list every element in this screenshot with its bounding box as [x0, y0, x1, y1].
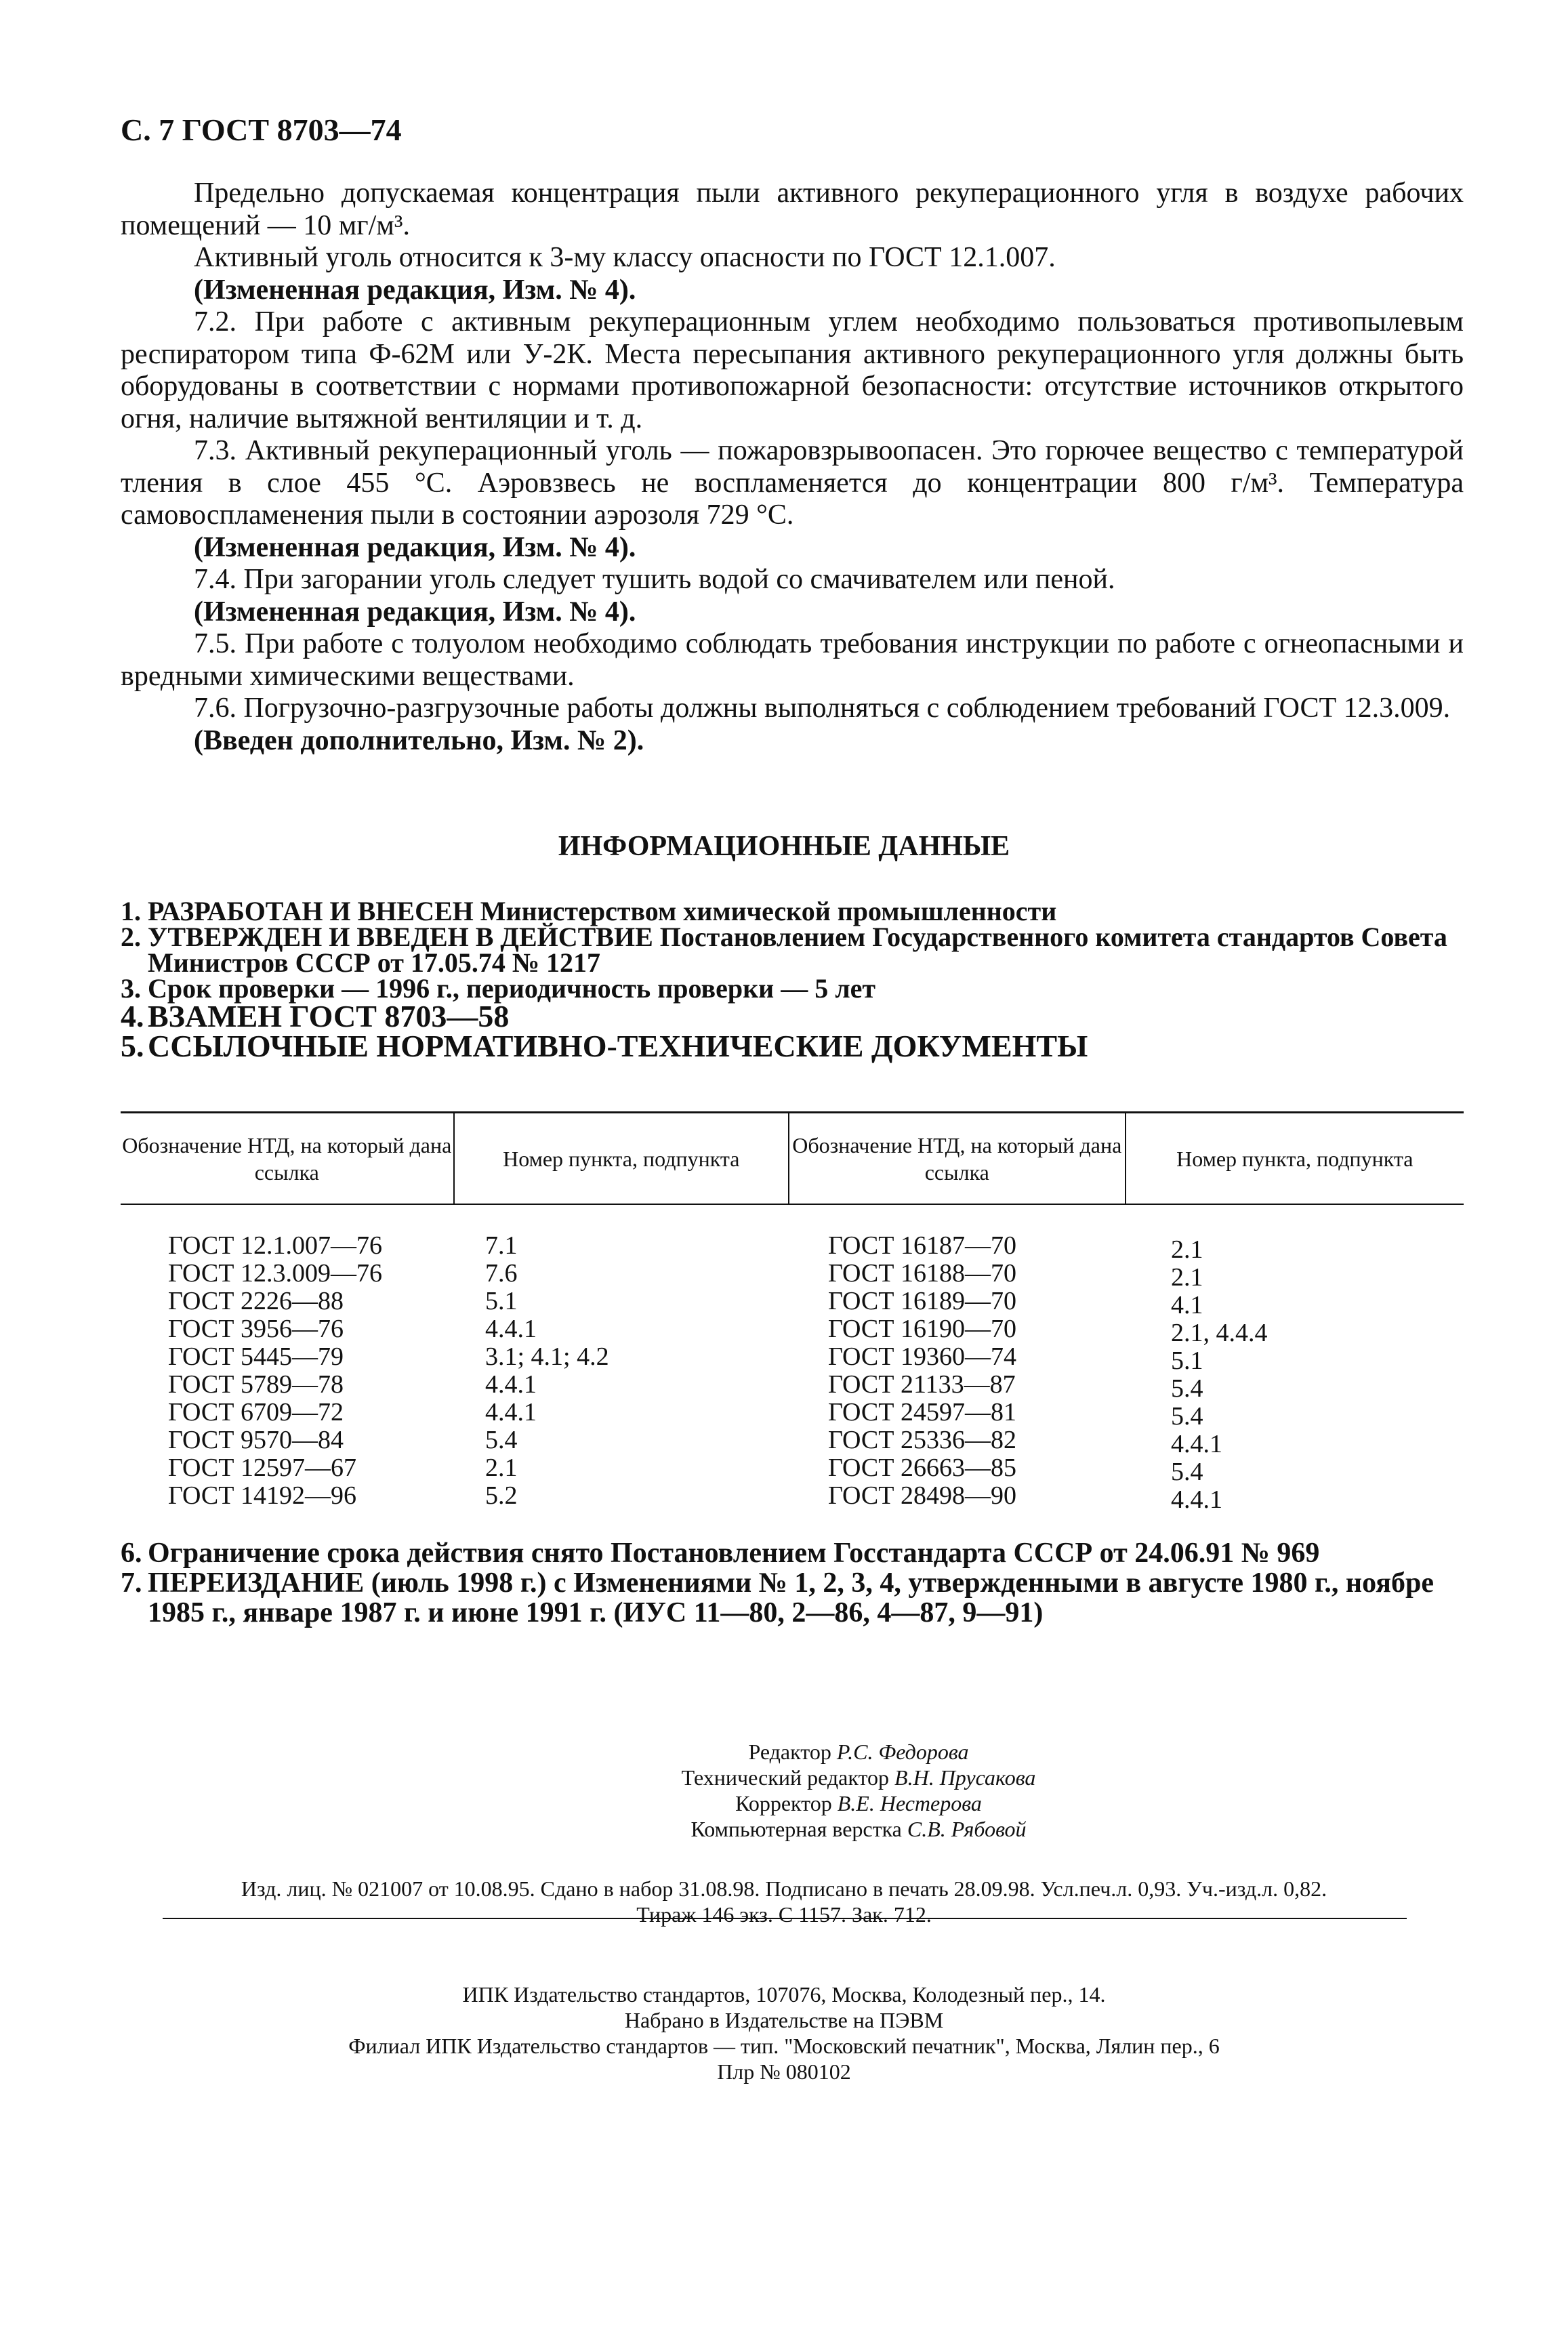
credit-editor: Редактор Р.С. Федорова	[748, 1740, 969, 1764]
info-item-1	[121, 896, 1483, 926]
table-cell: ГОСТ 2226—88	[168, 1287, 344, 1315]
table-cell: ГОСТ 12.1.007—76	[168, 1231, 382, 1260]
item-number: 6.	[121, 1538, 142, 1569]
info-item-6	[121, 1538, 1483, 1568]
table-cell: 4.4.1	[485, 1370, 537, 1399]
item-text: Ограничение срока действия снято Постановлением Госстандарта СССР от 24.06.91 № 969	[148, 1538, 1320, 1569]
table-cell: ГОСТ 3956—76	[168, 1315, 344, 1343]
typeset-line: Набрано в Издательстве на ПЭВМ	[624, 2008, 944, 2032]
table-cell: ГОСТ 28498—90	[828, 1481, 1016, 1510]
paragraph-7-5: 7.5. При работе с толуолом необходимо соблюдать требования инструкции по работе с огнеопасными и вредными химическими веществами.	[121, 628, 1464, 692]
table-cell: 5.1	[1171, 1347, 1203, 1375]
amendment-note: (Измененная редакция, Изм. № 4).	[194, 274, 636, 306]
amendment-note: (Введен дополнительно, Изм. № 2).	[194, 724, 644, 756]
table-cell: ГОСТ 26663—85	[828, 1454, 1016, 1482]
table-cell: 7.1	[485, 1231, 518, 1260]
info-list	[121, 896, 1483, 1063]
column-right-docs	[789, 1232, 1125, 1514]
paragraph-7-4: 7.4. При загорании уголь следует тушить водой со смачивателем или пеной.	[194, 564, 1115, 595]
info-list-continued	[121, 1538, 1483, 1628]
item-number: 4.	[121, 999, 144, 1033]
credit-layout: Компьютерная верстка С.В. Рябовой	[690, 1817, 1027, 1841]
table-cell: 2.1	[1171, 1263, 1203, 1292]
item-text: Министерством химической промышленности	[480, 896, 1057, 926]
credit-tech-editor: Технический редактор В.Н. Прусакова	[681, 1765, 1036, 1790]
info-item-3	[121, 973, 1483, 1004]
table-cell: 5.4	[1171, 1402, 1203, 1431]
table-cell: ГОСТ 16190—70	[828, 1315, 1016, 1343]
table-cell: 7.6	[485, 1259, 518, 1288]
table-cell: ГОСТ 21133—87	[828, 1370, 1016, 1399]
column-header: Обозначение НТД, на который дана ссылка	[121, 1113, 455, 1204]
table-cell: 4.4.1	[1171, 1485, 1222, 1514]
amendment-note: (Измененная редакция, Изм. № 4).	[194, 596, 636, 628]
column-left-items	[454, 1232, 789, 1514]
table-cell: 4.4.1	[485, 1398, 537, 1426]
item-text: Постановлением Государственного комитета стандартов Совета Министров СССР от 17.05.74 № 1217	[148, 922, 1447, 978]
credit-corrector: Корректор В.Е. Нестерова	[735, 1791, 982, 1815]
table-body	[121, 1232, 1464, 1514]
column-header: Номер пункта, подпункта	[455, 1113, 790, 1204]
table-cell: 4.4.1	[485, 1315, 537, 1343]
table-cell: 2.1, 4.4.4	[1171, 1319, 1268, 1347]
amendment-note: (Измененная редакция, Изм. № 4).	[194, 531, 636, 563]
table-cell: 5.4	[1171, 1374, 1203, 1403]
table-cell: 5.2	[485, 1481, 518, 1510]
item-number: 7.	[121, 1567, 142, 1599]
table-cell: ГОСТ 14192—96	[168, 1481, 356, 1510]
table-header	[121, 1111, 1464, 1205]
table-cell: 5.4	[1171, 1458, 1203, 1486]
item-number: 5.	[121, 1029, 144, 1063]
printer-line: Филиал ИПК Издательство стандартов — тип. "Московский печатник", Москва, Лялин пер., 6	[348, 2034, 1220, 2058]
table-cell: 4.4.1	[1171, 1430, 1222, 1458]
table-cell: ГОСТ 6709—72	[168, 1398, 344, 1426]
table-cell: ГОСТ 16189—70	[828, 1287, 1016, 1315]
item-text: ССЫЛОЧНЫЕ НОРМАТИВНО-ТЕХНИЧЕСКИЕ ДОКУМЕНТЫ	[148, 1029, 1088, 1063]
page-header: С. 7 ГОСТ 8703—74	[121, 112, 402, 147]
item-text: Срок проверки — 1996 г., периодичность проверки — 5 лет	[148, 973, 876, 1004]
table-cell: ГОСТ 19360—74	[828, 1342, 1016, 1371]
table-cell: ГОСТ 9570—84	[168, 1426, 344, 1454]
table-cell: ГОСТ 12.3.009—76	[168, 1259, 382, 1288]
column-header: Номер пункта, подпункта	[1176, 1146, 1414, 1171]
table-cell: 2.1	[1171, 1235, 1203, 1264]
paragraph-7-3: 7.3. Активный рекуперационный уголь — пожаровзрывоопасен. Это горючее вещество с температурой тления в слое 455 °С. Аэровзвесь не воспламеняется до концентрации 800 г/м³. Температура самовоспламенения пыли в состоянии аэрозоля 729 °С.	[121, 435, 1464, 531]
body-text	[121, 178, 1464, 757]
column-header: Обозначение НТД, на который дана ссылка	[789, 1113, 1126, 1204]
item-number: 2.	[121, 922, 141, 952]
paragraph-dust-limit: Предельно допускаемая концентрация пыли активного рекуперационного угля в воздухе рабочих помещений — 10 мг/м³.	[121, 178, 1464, 241]
table-cell: 2.1	[485, 1454, 518, 1482]
table-cell: ГОСТ 5789—78	[168, 1370, 344, 1399]
item-label: УТВЕРЖДЕН И ВВЕДЕН В ДЕЙСТВИЕ	[148, 922, 653, 952]
info-item-2	[121, 924, 1483, 976]
item-text: ВЗАМЕН ГОСТ 8703—58	[148, 999, 510, 1033]
references-table	[121, 1111, 1464, 1514]
info-item-7	[121, 1568, 1483, 1628]
table-cell: ГОСТ 16188—70	[828, 1259, 1016, 1288]
table-cell: 5.1	[485, 1287, 518, 1315]
credits-block	[0, 1739, 1568, 2084]
paragraph-7-6: 7.6. Погрузочно-разгрузочные работы должны выполняться с соблюдением требований ГОСТ 12.3.009.	[194, 693, 1451, 724]
item-label: РАЗРАБОТАН И ВНЕСЕН	[148, 896, 474, 926]
section-title: ИНФОРМАЦИОННЫЕ ДАННЫЕ	[558, 831, 1010, 862]
paragraph-7-2: 7.2. При работе с активным рекуперационным углем необходимо пользоваться противопылевым респиратором типа Ф-62М или У-2К. Места пересыпания активного рекуперационного угля должны быть оборудованы в соответствии с нормами противопожарной безопасности: отсутствие источников открытого огня, наличие вытяжной вентиляции и т. д.	[121, 306, 1464, 434]
table-cell: ГОСТ 25336—82	[828, 1426, 1016, 1454]
divider-rule	[163, 1918, 1407, 1919]
table-cell: ГОСТ 12597—67	[168, 1454, 356, 1482]
print-run-line: Тираж 146 экз. С 1157. Зак. 712.	[636, 1902, 932, 1927]
paragraph-hazard-class: Активный уголь относится к 3-му классу опасности по ГОСТ 12.1.007.	[194, 242, 1056, 273]
license-line: Изд. лиц. № 021007 от 10.08.95. Сдано в набор 31.08.98. Подписано в печать 28.09.98. Усл.печ.л. 0,93. Уч.-изд.л. 0,82.	[241, 1876, 1327, 1901]
publisher-line: ИПК Издательство стандартов, 107076, Москва, Колодезный пер., 14.	[462, 1982, 1106, 2007]
table-cell: ГОСТ 16187—70	[828, 1231, 1016, 1260]
column-right-items	[1125, 1236, 1464, 1514]
info-item-5	[121, 1031, 1483, 1061]
table-cell: 4.1	[1171, 1291, 1203, 1319]
info-item-4	[121, 999, 1483, 1033]
table-cell: 5.4	[485, 1426, 518, 1454]
table-cell: ГОСТ 24597—81	[828, 1398, 1016, 1426]
table-cell: ГОСТ 5445—79	[168, 1342, 344, 1371]
table-cell: 3.1; 4.1; 4.2	[485, 1342, 609, 1371]
item-text: ПЕРЕИЗДАНИЕ (июль 1998 г.) с Изменениями № 1, 2, 3, 4, утвержденными в августе 1980 г., ноябре 1985 г., январе 1987 г. и июне 1991 г. (ИУС 11—80, 2—86, 4—87, 9—91)	[148, 1567, 1435, 1628]
item-number: 1.	[121, 896, 141, 926]
item-number: 3.	[121, 973, 141, 1004]
column-left-docs	[121, 1232, 454, 1514]
plr-line: Плр № 080102	[717, 2059, 851, 2084]
